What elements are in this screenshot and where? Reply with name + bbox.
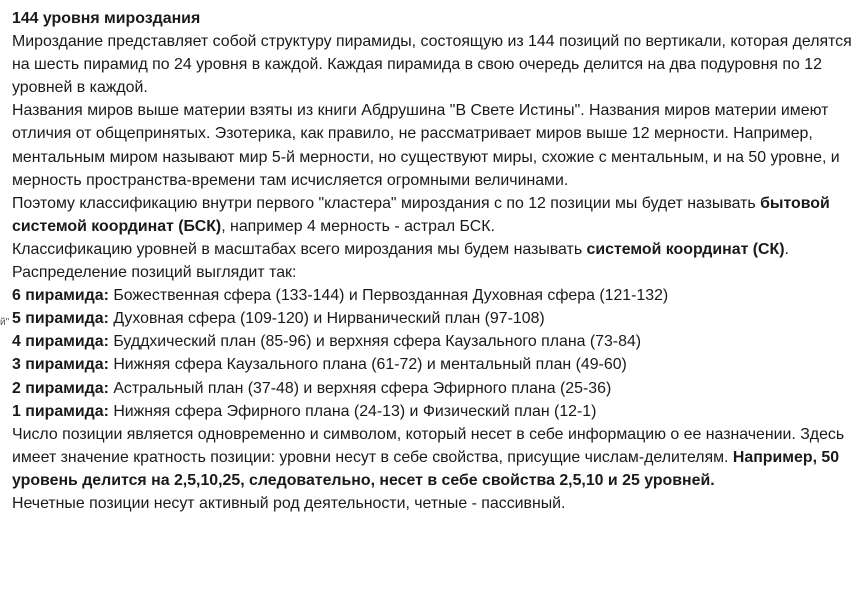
paragraph-bsk-tail: , например 4 мерность - астрал БСК. [221, 217, 495, 235]
article-title: 144 уровня мироздания [12, 10, 201, 27]
paragraph-sk-tail: . [784, 240, 789, 258]
paragraph-distribution-intro: Распределение позиций выглядит так: [12, 264, 297, 282]
paragraph-number-symbol-text: Число позиции является одновременно и символом, который несет в себе информацию о ее назначении. Здесь имеет значение кратность позиции: уровни несут в себе свойства, присущие числам-делителям. [12, 425, 845, 466]
pyramid-item-3 [12, 353, 852, 376]
pyramid-item-1 [12, 400, 852, 423]
pyramid-label: 2 пирамида: [12, 379, 109, 397]
pyramid-text: Духовная сфера (109-120) и Нирванический план (97-108) [108, 310, 545, 328]
article-body [12, 7, 852, 515]
pyramid-label: 1 пирамида: [12, 402, 109, 420]
pyramid-item-6 [12, 284, 852, 307]
paragraph-bsk [12, 192, 852, 238]
paragraph-bsk-text: Поэтому классификацию внутри первого "кластера" мироздания с по 12 позиции мы будет называть [12, 194, 761, 212]
paragraph-sk [12, 238, 852, 261]
example-emphasis: Например, 50 уровень делится на 2,5,10,25, следовательно, несет в себе свойства 2,5,10 и 25 уровней. [12, 448, 840, 489]
edge-text-fragment: й" [0, 317, 10, 328]
sk-term: системой координат (СК) [586, 240, 785, 258]
paragraph-odd-even: Нечетные позиции несут активный род деятельности, четные - пассивный. [12, 494, 566, 512]
pyramid-text: Нижняя сфера Эфирного плана (24-13) и Физический план (12-1) [108, 402, 597, 420]
pyramid-label: 4 пирамида: [12, 333, 109, 351]
pyramid-text: Божественная сфера (133-144) и Первозданная Духовная сфера (121-132) [108, 287, 669, 305]
pyramid-text: Буддхический план (85-96) и верхняя сфера Каузального плана (73-84) [108, 333, 642, 351]
paragraph-intro: Мироздание представляет собой структуру пирамиды, состоящую из 144 позиций по вертикали, которая делятся на шесть пирамид по 24 уровня в каждой. Каждая пирамида в свою очередь делится на два подуровня по 12 уровней в каждой. [12, 33, 852, 97]
pyramid-item-4 [12, 330, 852, 353]
pyramid-label: 6 пирамида: [12, 287, 109, 305]
pyramid-label: 5 пирамида: [12, 310, 109, 328]
bsk-term: бытовой системой координат (БСК) [12, 194, 830, 235]
pyramid-text: Астральный план (37-48) и верхняя сфера Эфирного плана (25-36) [108, 379, 612, 397]
paragraph-world-names: Названия миров выше материи взяты из книги Абдрушина "В Свете Истины". Названия миров материи имеют отличия от общепринятых. Эзотерика, как правило, не рассматривает миров выше 12 мерности. Например, ментальным миром называют мир 5-й мерности, но существуют миры, схожие с ментальным, и на 50 уровне, и мерность пространства-времени там исчисляется огромными величинами. [12, 102, 840, 189]
pyramid-text: Нижняя сфера Каузального плана (61-72) и ментальный план (49-60) [108, 356, 627, 374]
pyramid-label: 3 пирамида: [12, 356, 109, 374]
pyramid-item-5 [12, 307, 852, 330]
pyramid-item-2 [12, 377, 852, 400]
pyramid-list [12, 284, 852, 423]
paragraph-sk-text: Классификацию уровней в масштабах всего мироздания мы будем называть [12, 240, 587, 258]
paragraph-number-symbol [12, 423, 852, 492]
